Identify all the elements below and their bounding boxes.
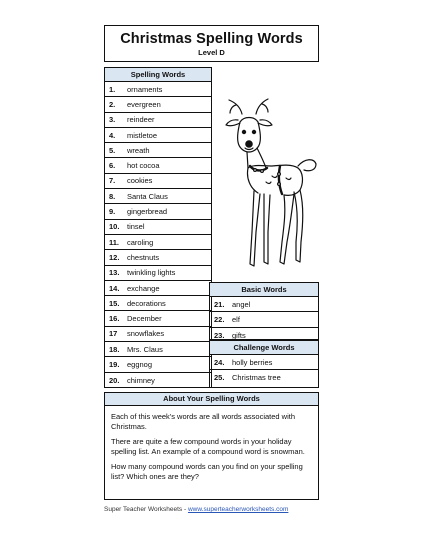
word-text: chimney [127, 375, 155, 385]
word-row [105, 296, 211, 311]
word-row [105, 250, 211, 265]
word-number: 12. [109, 252, 120, 262]
word-number: 18. [109, 344, 120, 354]
word-row [105, 174, 211, 189]
word-row [105, 158, 211, 173]
word-text: twinkling lights [127, 268, 176, 278]
about-paragraph: Each of this week's words are all words associated with Christmas. [111, 412, 296, 431]
word-text: December [127, 314, 162, 324]
word-row [105, 281, 211, 296]
word-number: 6. [109, 161, 116, 171]
word-text: holly berries [232, 357, 273, 367]
word-text: Santa Claus [127, 191, 168, 201]
word-text: angel [232, 299, 251, 309]
title-box [104, 25, 319, 62]
word-number: 4. [109, 130, 116, 140]
word-number: 5. [109, 145, 116, 155]
word-number: 23. [214, 330, 225, 340]
word-text: Mrs. Claus [127, 344, 163, 354]
word-row [105, 327, 211, 342]
basic-words-header: Basic Words [210, 283, 318, 297]
level-label: Level D [198, 48, 225, 57]
word-text: eggnog [127, 359, 153, 369]
spelling-words-table [104, 67, 212, 388]
word-row [105, 311, 211, 326]
word-row [105, 143, 211, 158]
page-title: Christmas Spelling Words [120, 31, 303, 47]
challenge-words-header: Challenge Words [210, 340, 318, 355]
word-text: snowflakes [127, 329, 165, 339]
about-paragraph: How many compound words can you find on your spelling list? Which ones are they? [111, 462, 303, 481]
word-text: elf [232, 314, 240, 324]
spelling-words-list [105, 82, 211, 388]
word-number: 21. [214, 299, 225, 309]
word-row [105, 342, 211, 357]
basic-words-list [210, 297, 318, 343]
word-number: 24. [214, 357, 225, 367]
word-text: hot cocoa [127, 161, 160, 171]
word-row [105, 204, 211, 219]
word-number: 13. [109, 268, 120, 278]
word-number: 1. [109, 84, 116, 94]
about-header: About Your Spelling Words [105, 393, 318, 406]
word-row [105, 357, 211, 372]
word-row [210, 370, 318, 385]
word-number: 3. [109, 115, 116, 125]
word-text: reindeer [127, 115, 155, 125]
about-section [104, 392, 319, 500]
word-number: 17 [109, 329, 118, 339]
word-number: 11. [109, 237, 120, 247]
word-text: gingerbread [127, 207, 168, 217]
word-number: 15. [109, 298, 120, 308]
word-number: 16. [109, 314, 120, 324]
word-text: gifts [232, 330, 246, 340]
word-text: wreath [127, 145, 150, 155]
word-number: 22. [214, 314, 225, 324]
word-number: 2. [109, 99, 116, 109]
word-row [105, 235, 211, 250]
word-row [105, 128, 211, 143]
footer [104, 506, 324, 513]
word-number: 20. [109, 375, 120, 385]
word-text: mistletoe [127, 130, 158, 140]
word-number: 19. [109, 359, 120, 369]
word-text: exchange [127, 283, 160, 293]
word-number: 8. [109, 191, 116, 201]
word-row [210, 297, 318, 312]
word-row [105, 97, 211, 112]
word-text: chestnuts [127, 252, 160, 262]
footer-link[interactable]: www.superteacherworksheets.com [187, 506, 289, 513]
word-number: 9. [109, 207, 116, 217]
word-number: 7. [109, 176, 116, 186]
word-row [105, 220, 211, 235]
word-row [105, 113, 211, 128]
about-paragraph: There are quite a few compound words in your holiday spelling list. An example of a compound word is snowman. [111, 437, 305, 456]
basic-words-table [209, 282, 319, 340]
word-text: evergreen [127, 99, 161, 109]
word-text: cookies [127, 176, 153, 186]
spelling-words-header: Spelling Words [105, 68, 211, 82]
challenge-words-list [210, 355, 318, 386]
word-text: tinsel [127, 222, 145, 232]
word-row [210, 355, 318, 370]
word-text: caroling [127, 237, 154, 247]
word-number: 25. [214, 373, 225, 383]
word-row [105, 82, 211, 97]
word-text: ornaments [127, 84, 163, 94]
word-row [210, 312, 318, 327]
challenge-words-table [209, 340, 319, 388]
word-text: Christmas tree [232, 373, 281, 383]
footer-text: Super Teacher Worksheets - [104, 506, 188, 513]
word-row [105, 373, 211, 388]
word-row [105, 189, 211, 204]
word-text: decorations [127, 298, 166, 308]
word-row [105, 266, 211, 281]
word-number: 14. [109, 283, 120, 293]
word-number: 10. [109, 222, 120, 232]
reindeer-illustration [220, 92, 320, 277]
